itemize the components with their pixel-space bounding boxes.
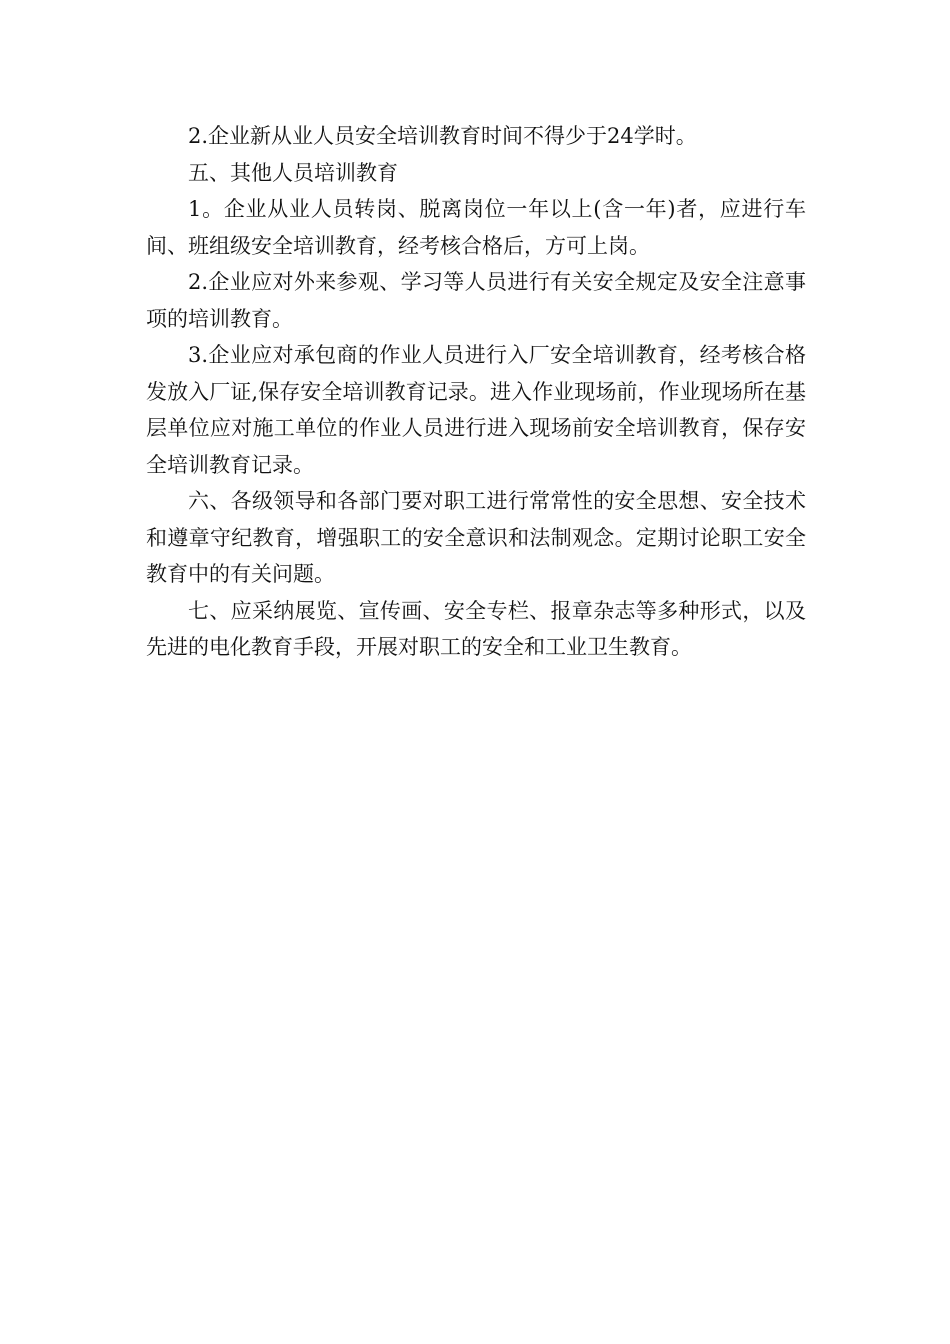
document-body — [146, 118, 806, 666]
paragraph-training-hours: 2.企业新从业人员安全培训教育时间不得少于24学时。 — [188, 124, 697, 148]
section-education-forms: 七、应采纳展览、宣传画、安全专栏、报章杂志等多种形式，以及先进的电化教育手段，开展对职工的安全和工业卫生教育。 — [146, 598, 806, 659]
paragraph-job-transfer: 1。企业从业人员转岗、脱离岗位一年以上(含一年)者，应进行车间、班组级安全培训教育，经考核合格后，方可上岗。 — [146, 197, 806, 258]
paragraph-contractors: 3.企业应对承包商的作业人员进行入厂安全培训教育，经考核合格发放入厂证,保存安全培训教育记录。进入作业现场前，作业现场所在基层单位应对施工单位的作业人员进行进入现场前安全培训教育，保存安全培训教育记录。 — [146, 343, 806, 477]
section-heading-other-personnel: 五、其他人员培训教育 — [188, 160, 398, 185]
section-leadership-education: 六、各级领导和各部门要对职工进行常常性的安全思想、安全技术和遵章守纪教育，增强职工的安全意识和法制观念。定期讨论职工安全教育中的有关问题。 — [146, 489, 806, 586]
paragraph-visitors: 2.企业应对外来参观、学习等人员进行有关安全规定及安全注意事项的培训教育。 — [146, 270, 806, 331]
